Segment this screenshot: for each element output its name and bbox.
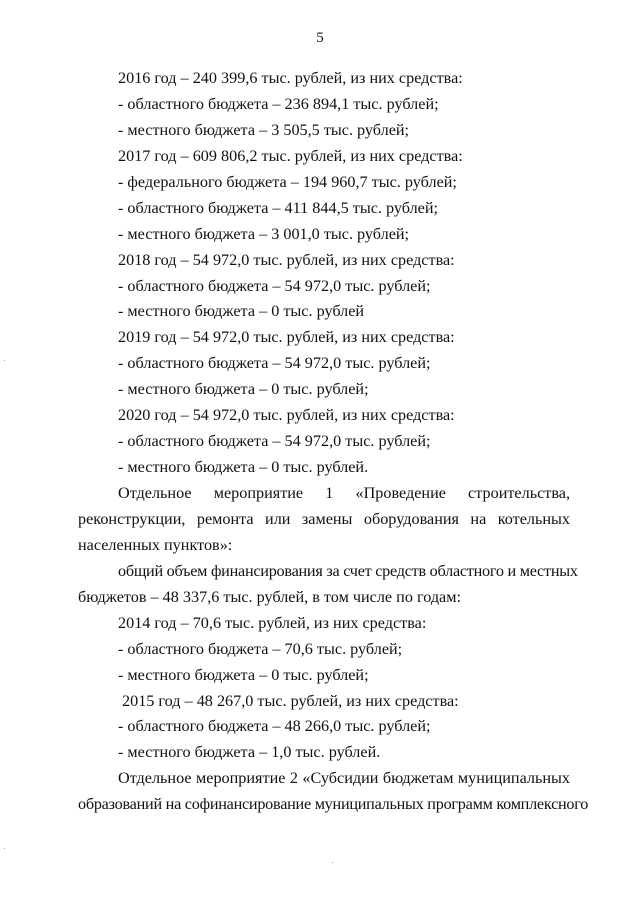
text-line: общий объем финансирования за счет средств областного и местных	[118, 561, 578, 580]
text-line: 2017 год – 609 806,2 тыс. рублей, из них средства:	[118, 146, 463, 165]
text-line: - областного бюджета – 411 844,5 тыс. рублей;	[118, 198, 439, 217]
text-line: образований на софинансирование муниципальных программ комплексного	[78, 795, 589, 814]
text-line: - местного бюджета – 1,0 тыс. рублей.	[118, 743, 381, 762]
text-line: - местного бюджета – 0 тыс. рублей	[118, 302, 365, 321]
text-line: 2015 год – 48 267,0 тыс. рублей, из них средства:	[122, 691, 459, 710]
text-line: 2018 год – 54 972,0 тыс. рублей, из них средства:	[118, 250, 455, 269]
text-line: - областного бюджета – 70,6 тыс. рублей;	[118, 639, 403, 658]
text-line: населенных пунктов»:	[78, 535, 233, 554]
text-line: реконструкции, ремонта или замены оборудования на котельных	[78, 509, 570, 528]
scan-speck	[4, 360, 5, 361]
text-line: - областного бюджета – 54 972,0 тыс. рублей;	[118, 276, 431, 295]
scan-speck	[4, 848, 5, 849]
text-line: Отдельное мероприятие 2 «Субсидии бюджетам муниципальных	[118, 769, 570, 788]
document-body	[78, 66, 589, 818]
page-number: 5	[316, 30, 324, 46]
text-line: - местного бюджета – 3 001,0 тыс. рублей;	[118, 224, 410, 243]
text-line: - местного бюджета – 0 тыс. рублей;	[118, 380, 369, 399]
text-line: - областного бюджета – 236 894,1 тыс. рублей;	[118, 94, 439, 113]
text-line: Отдельное мероприятие 1 «Проведение строительства,	[118, 484, 570, 502]
text-line: - федерального бюджета – 194 960,7 тыс. рублей;	[118, 172, 457, 191]
text-line: бюджетов – 48 337,6 тыс. рублей, в том числе по годам:	[78, 587, 461, 606]
text-line: - местного бюджета – 0 тыс. рублей;	[118, 665, 369, 684]
text-line: - областного бюджета – 54 972,0 тыс. рублей;	[118, 432, 431, 451]
text-line: - областного бюджета – 54 972,0 тыс. рублей;	[118, 354, 431, 373]
text-line: - местного бюджета – 3 505,5 тыс. рублей;	[118, 120, 410, 139]
text-line: - местного бюджета – 0 тыс. рублей.	[118, 458, 369, 477]
text-line: - областного бюджета – 48 266,0 тыс. рублей;	[118, 717, 431, 736]
scan-speck	[332, 862, 333, 863]
text-line: 2019 год – 54 972,0 тыс. рублей, из них средства:	[118, 328, 455, 347]
text-line: 2016 год – 240 399,6 тыс. рублей, из них средства:	[118, 69, 463, 87]
text-line: 2020 год – 54 972,0 тыс. рублей, из них средства:	[118, 406, 455, 425]
text-line: 2014 год – 70,6 тыс. рублей, из них средства:	[118, 613, 427, 632]
